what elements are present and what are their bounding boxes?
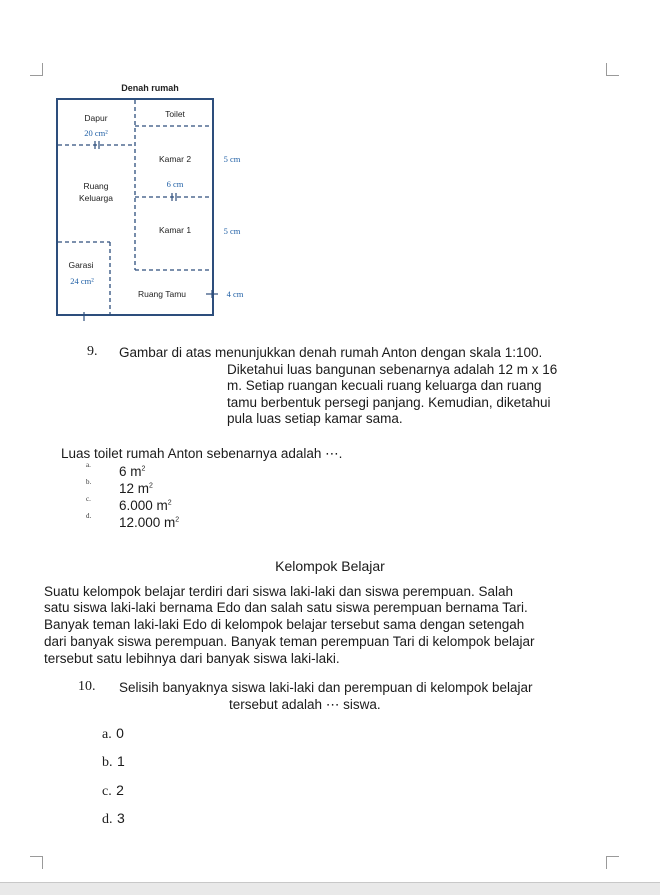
room-kamar2: Kamar 2 [158,154,192,164]
q10-option-b-value: 1 [116,753,125,769]
garasi-area-label: 24 cm² [70,276,94,286]
q10-option-c-letter: c. [102,784,112,799]
room-ruang-tamu: Ruang Tamu [137,289,187,299]
q10-option-c-value: 2 [116,782,124,798]
q10-option-d[interactable] [102,810,125,828]
q9-option-d-letter: d. [86,512,92,520]
floor-plan-diagram [40,76,260,326]
ruang-tamu-width-label: 4 cm [226,289,244,299]
q10-option-a-value: 0 [116,725,124,741]
q9-option-c-sup: 2 [167,499,172,507]
corner-mark-bottom-left [30,856,43,869]
q9-line4: tamu berbentuk persegi panjang. Kemudian, diketahui [227,395,551,410]
dapur-area-label: 20 cm² [84,128,108,138]
kamar2-width-label: 6 cm [166,179,184,189]
q9-option-c-value: 6.000 m [119,498,168,513]
q10-line1: Selisih banyaknya siswa laki-laki dan perempuan di kelompok belajar [119,680,533,695]
corner-mark-top-right [606,63,619,76]
kamar2-height-label: 5 cm [223,154,241,164]
kamar1-height-label: 5 cm [223,226,241,236]
section-paragraph-line4: dari banyak siswa perempuan. Banyak teman perempuan Tari di kelompok belajar [44,634,535,649]
q10-line2: tersebut adalah ⋯ siswa. [229,697,381,712]
page-bottom-edge [0,882,660,895]
section-paragraph-line2: satu siswa laki-laki bernama Edo dan salah satu siswa perempuan bernama Tari. [44,600,528,615]
q10-option-d-letter: d. [102,812,113,827]
section-title: Kelompok Belajar [275,558,385,574]
section-paragraph-line1: Suatu kelompok belajar terdiri dari siswa laki-laki dan siswa perempuan. Salah [44,584,513,599]
q9-number: 9. [87,344,98,359]
q9-line2: Diketahui luas bangunan sebenarnya adalah 12 m x 16 [227,362,558,377]
room-ruang-keluarga-line2: Keluarga [78,193,114,203]
q9-option-a-letter: a. [86,461,91,469]
room-dapur: Dapur [84,113,108,123]
q10-option-a-letter: a. [102,727,112,742]
q10-number: 10. [78,679,96,694]
corner-mark-bottom-right [606,856,619,869]
room-toilet: Toilet [165,109,185,119]
q9-option-d-sup: 2 [175,516,180,524]
q9-option-b-sup: 2 [149,482,153,490]
floor-plan-title: Denah rumah [121,83,179,93]
section-paragraph-line3: Banyak teman laki-laki Edo di kelompok belajar tersebut sama dengan setengah [44,617,525,632]
q9-option-a-sup: 2 [141,465,146,473]
room-garasi: Garasi [68,260,94,270]
q9-line5: pula luas setiap kamar sama. [227,411,403,426]
q9-option-d-value: 12.000 m [119,515,176,530]
corner-mark-top-left [30,63,43,76]
room-ruang-keluarga-line1: Ruang [83,181,109,191]
q9-line1: Gambar di atas menunjukkan denah rumah Anton dengan skala 1:100. [119,345,543,360]
q9-option-b-value: 12 m [119,481,150,496]
q9-question: Luas toilet rumah Anton sebenarnya adalah ⋯. [61,446,343,461]
q9-option-c-letter: c. [86,495,91,503]
q10-option-b-letter: b. [102,755,113,770]
q10-option-c[interactable] [102,782,124,800]
q10-option-d-value: 3 [116,810,125,826]
q9-line3: m. Setiap ruangan kecuali ruang keluarga dan ruang [227,378,542,393]
q9-option-a-value: 6 m [119,464,142,479]
q10-option-a[interactable] [102,725,124,743]
q10-option-b[interactable] [102,753,125,771]
room-kamar1: Kamar 1 [158,225,192,235]
section-paragraph-line5: tersebut satu lebihnya dari banyak siswa laki-laki. [44,651,340,666]
q9-option-b-letter: b. [86,478,92,486]
